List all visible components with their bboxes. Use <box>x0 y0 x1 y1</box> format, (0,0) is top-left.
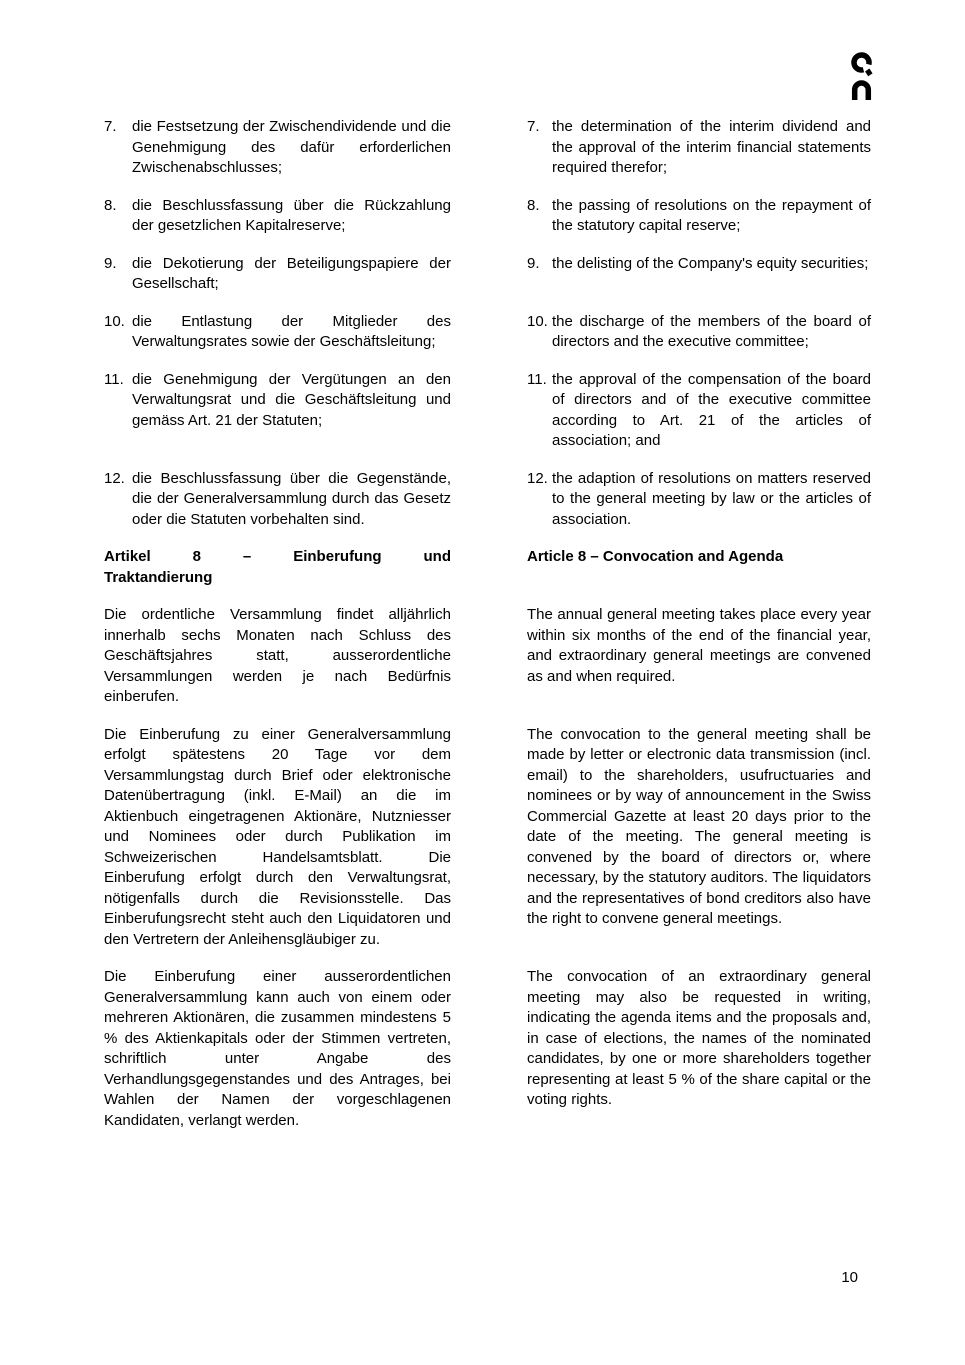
german-item-7 <box>104 117 451 179</box>
row-item-10 <box>104 312 871 353</box>
english-paragraph-1-cell <box>527 605 871 708</box>
german-item-10 <box>104 312 451 353</box>
row-item-12 <box>104 469 871 531</box>
english-item-11 <box>527 370 871 452</box>
english-heading-cell <box>527 547 871 588</box>
list-item-text: the discharge of the members of the board of directors and the executive committee; <box>552 312 871 350</box>
list-item-number: 7. <box>527 118 540 135</box>
list-item <box>104 254 451 295</box>
list-item <box>527 370 871 452</box>
row-article-8-heading <box>104 547 871 588</box>
article-8-heading-german <box>104 547 451 588</box>
german-paragraph-3-cell <box>104 967 451 1131</box>
list-item <box>527 196 871 237</box>
list-item <box>527 117 871 179</box>
german-paragraph-1-cell <box>104 605 451 708</box>
heading-line-2: Traktandierung <box>104 568 213 586</box>
row-item-7 <box>104 117 871 179</box>
list-item-number: 9. <box>527 254 540 272</box>
list-item-text: the determination of the interim dividend and the approval of the interim financial statements required therefor; <box>552 118 871 176</box>
english-item-9 <box>527 254 871 295</box>
list-item-number: 12. <box>104 469 125 487</box>
list-item <box>527 312 871 353</box>
list-item-text: die Dekotierung der Beteiligungspapiere der Gesellschaft; <box>132 254 451 292</box>
english-item-12 <box>527 469 871 531</box>
list-item-text: the adaption of resolutions on matters reserved to the general meeting by law or the articles of association. <box>552 469 871 528</box>
list-item-text: die Festsetzung der Zwischendividende und die Genehmigung des dafür erforderlichen Zwischenabschlusses; <box>132 118 451 176</box>
document-content <box>104 117 871 1148</box>
row-item-8 <box>104 196 871 237</box>
row-paragraph-2 <box>104 725 871 951</box>
list-item <box>527 254 871 275</box>
list-item-text: the passing of resolutions on the repayment of the statutory capital reserve; <box>552 196 871 234</box>
list-item <box>104 117 451 179</box>
list-item <box>527 469 871 531</box>
list-item-text: die Entlastung der Mitglieder des Verwaltungsrates sowie der Geschäftsleitung; <box>132 312 451 350</box>
english-item-8 <box>527 196 871 237</box>
german-item-11 <box>104 370 451 452</box>
list-item-text: die Beschlussfassung über die Gegenstände, die der Generalversammlung durch das Gesetz oder die Statuten vorbehalten sind. <box>132 469 451 528</box>
english-paragraph-2: The convocation to the general meeting shall be made by letter or electronic data transmission (incl. email) to the shareholders, usufructuaries and nominees or by way of announcement in the Swiss Commercial Gazette at least 20 days prior to the date of the meeting. The general meeting is convened by the board of directors or, where necessary, by the statutory auditors. The liquidators and the representatives of bond creditors also have the right to convene general meetings. <box>527 725 871 927</box>
german-paragraph-2-cell <box>104 725 451 951</box>
heading-line-1: Artikel 8 – Einberufung und <box>104 548 451 565</box>
article-8-heading-english: Article 8 – Convocation and Agenda <box>527 548 784 565</box>
german-paragraph-1: Die ordentliche Versammlung findet alljährlich innerhalb sechs Monaten nach Schluss des Geschäftsjahres statt, ausserordentliche Versammlungen werden je nach Bedürfnis einberufen. <box>104 606 451 705</box>
list-item-number: 12. <box>527 469 548 487</box>
row-item-11 <box>104 370 871 452</box>
german-item-8 <box>104 196 451 237</box>
english-paragraph-3-cell <box>527 967 871 1131</box>
list-item-text: die Genehmigung der Vergütungen an den Verwaltungsrat und die Geschäftsleitung und gemäss Art. 21 der Statuten; <box>132 370 451 429</box>
german-paragraph-3: Die Einberufung einer ausserordentlichen Generalversammlung kann auch von einem oder mehreren Aktionären, die zusammen mindestens 5 % des Aktienkapitals oder der Stimmen vertreten, schriftlich unter Angabe des Verhandlungsgegenstandes und des Antrages, bei Wahlen der Namen der vorgeschlagenen Kandidaten, verlangt werden. <box>104 968 451 1129</box>
list-item-number: 7. <box>104 118 117 135</box>
german-paragraph-2: Die Einberufung zu einer Generalversammlung erfolgt spätestens 20 Tage vor dem Versammlungstag durch Brief oder elektronische Datenübertragung (inkl. E-Mail) an die im Aktienbuch eingetragenen Aktionäre, Nutzniesser und Nominees oder durch Publikation im Schweizerischen Handelsamtsblatt. Die Einberufung erfolgt durch den Verwaltungsrat, nötigenfalls durch die Revisionsstelle. Das Einberufungsrecht steht auch den Liquidatoren und den Vertretern der Anleihensgläubiger zu. <box>104 725 451 948</box>
german-item-9 <box>104 254 451 295</box>
list-item-number: 11. <box>104 370 124 388</box>
german-item-12 <box>104 469 451 531</box>
english-paragraph-3: The convocation of an extraordinary general meeting may also be requested in writing, indicating the agenda items and the proposals and, in case of elections, the names of the nominated candidates, by one or more shareholders together representing at least 5 % of the share capital or the voting rights. <box>527 968 871 1108</box>
list-item-number: 8. <box>527 196 540 214</box>
list-item-number: 10. <box>527 312 548 330</box>
on-logo <box>842 52 882 102</box>
page-number: 10 <box>841 1269 858 1286</box>
row-paragraph-3 <box>104 967 871 1131</box>
english-paragraph-1: The annual general meeting takes place every year within six months of the end of the financial year, and extraordinary general meetings are convened as and when required. <box>527 606 871 685</box>
german-heading-cell <box>104 547 451 588</box>
list-item-text: the delisting of the Company's equity securities; <box>552 254 869 272</box>
english-item-10 <box>527 312 871 353</box>
english-paragraph-2-cell <box>527 725 871 951</box>
row-paragraph-1 <box>104 605 871 708</box>
list-item <box>104 469 451 531</box>
list-item <box>104 312 451 353</box>
list-item-text: the approval of the compensation of the board of directors and of the executive committee according to Art. 21 of the articles of association; and <box>552 370 871 449</box>
english-item-7 <box>527 117 871 179</box>
row-item-9 <box>104 254 871 295</box>
list-item <box>104 196 451 237</box>
list-item-text: die Beschlussfassung über die Rückzahlung der gesetzlichen Kapitalreserve; <box>132 196 451 234</box>
list-item <box>104 370 451 432</box>
list-item-number: 11. <box>527 370 547 388</box>
on-logo-icon <box>842 52 880 100</box>
list-item-number: 10. <box>104 312 125 330</box>
list-item-number: 9. <box>104 254 117 272</box>
list-item-number: 8. <box>104 196 117 214</box>
